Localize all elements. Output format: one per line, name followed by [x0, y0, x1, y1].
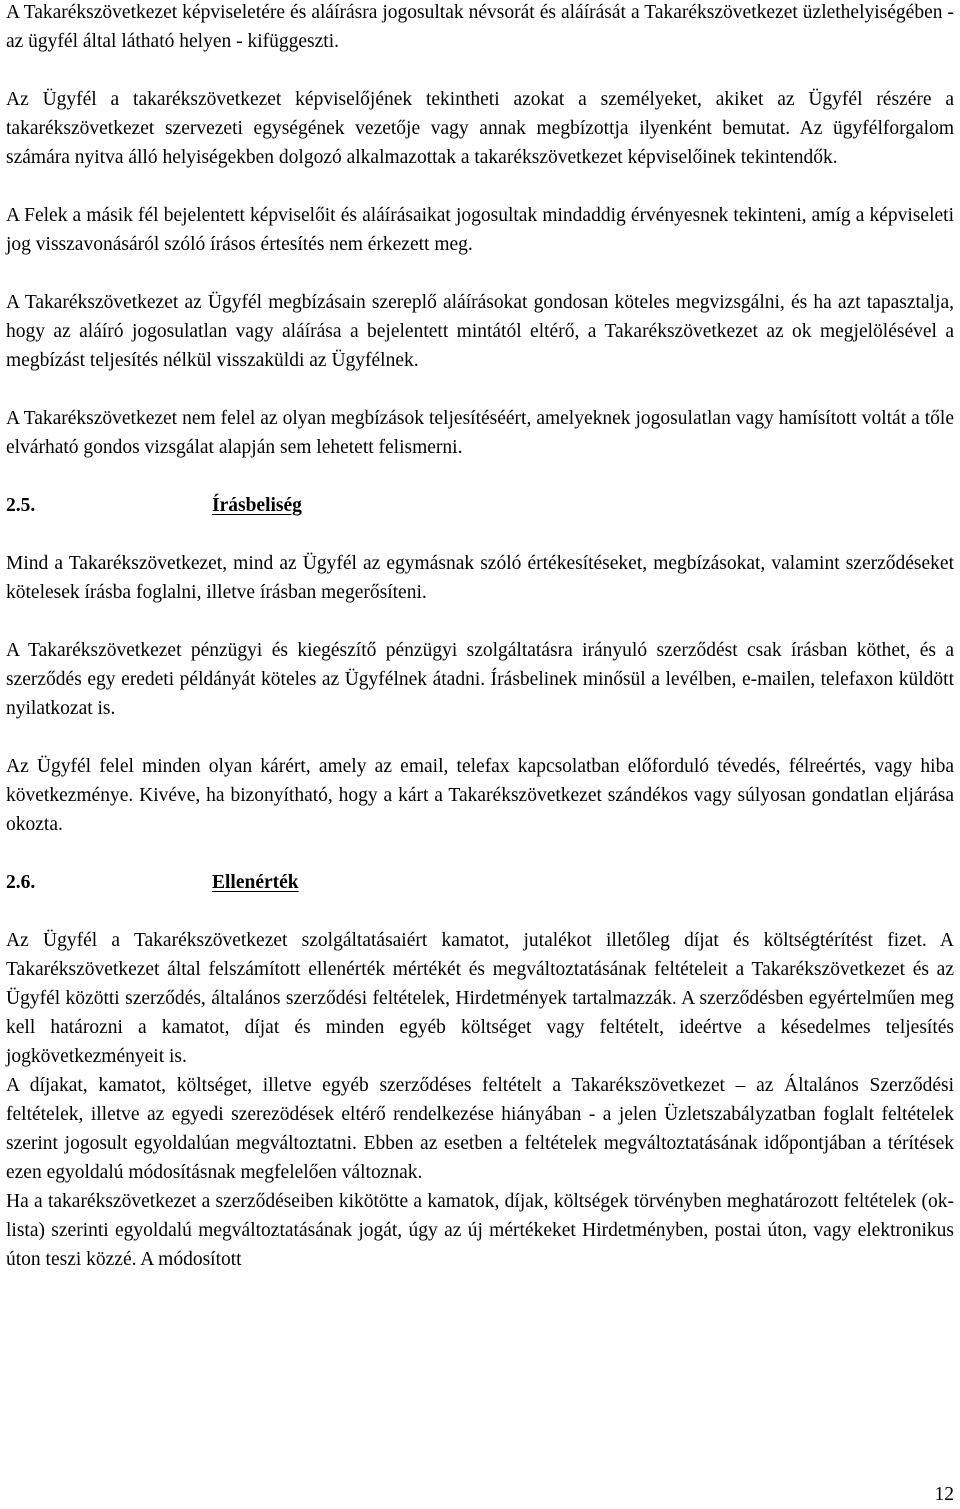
paragraph: A Felek a másik fél bejelentett képviselőit és aláírásaikat jogosultak mindaddig érvényesnek tekinteni, amíg a képviseleti jog visszavonásáról szóló írásos értesítés nem érkezett meg.	[6, 205, 954, 255]
section-heading-2-5	[6, 491, 954, 520]
section-heading-2-6	[6, 868, 954, 897]
paragraph: A Takarékszövetkezet nem felel az olyan megbízások teljesítéséért, amelyeknek jogosulatlan vagy hamísított voltát a tőle elvárható gondos vizsgálat alapján sem lehetett felismerni.	[6, 408, 954, 458]
paragraph: A díjakat, kamatot, költséget, illetve egyéb szerződéses feltételt a Takarékszövetkezet – az Általános Szerződési feltételek, illetve az egyedi szerezödések eltérő rendelkezése hiányában - a jelen Üzletszabályzatban foglalt feltételek szerint jogosult egyoldalúan megváltoztatni. Ebben az esetben a feltételek megváltoztatásának időpontjában a térítések ezen egyoldalú módosításnak megfelelően változnak.	[6, 1075, 954, 1183]
paragraph: A Takarékszövetkezet képviseletére és aláírásra jogosultak névsorát és aláírását a Takarékszövetkezet üzlethelyiségében - az ügyfél által látható helyen - kifüggeszti.	[6, 2, 954, 52]
paragraph: Mind a Takarékszövetkezet, mind az Ügyfél az egymásnak szóló értékesítéseket, megbízásokat, valamint szerződéseket kötelesek írásba foglalni, illetve írásban megerősíteni.	[6, 553, 954, 603]
section-number: 2.5.	[6, 495, 36, 516]
section-number: 2.6.	[6, 872, 36, 893]
section-title: Ellenérték	[212, 872, 299, 893]
paragraph: A Takarékszövetkezet az Ügyfél megbízásain szereplő aláírásokat gondosan köteles megvizsgálni, és ha azt tapasztalja, hogy az aláíró jogosulatlan vagy aláírása a bejelentett mintától eltérő, a Takarékszövetkezet az ok megjelölésével a megbízást teljesítés nélkül visszaküldi az Ügyfélnek.	[6, 292, 954, 371]
paragraph: Az Ügyfél a takarékszövetkezet képviselőjének tekintheti azokat a személyeket, akiket az Ügyfél részére a takarékszövetkezet szervezeti egységének vezetője vagy annak megbízottja ilyenként bemutat. Az ügyfélforgalom számára nyitva álló helyiségekben dolgozó alkalmazottak a takarékszövetkezet képviselőinek tekintendők.	[6, 89, 954, 168]
section-title: Írásbeliség	[212, 495, 302, 516]
paragraph: Ha a takarékszövetkezet a szerződéseiben kikötötte a kamatok, díjak, költségek törvényben meghatározott feltételek (ok-lista) szerinti egyoldalú megváltoztatásának jogát, úgy az új mértékeket Hirdetményben, postai úton, vagy elektronikus úton teszi közzé. A módosított	[6, 1191, 954, 1270]
paragraph: A Takarékszövetkezet pénzügyi és kiegészítő pénzügyi szolgáltatásra irányuló szerződést csak írásban köthet, és a szerződés egy eredeti példányát köteles az Ügyfélnek átadni. Írásbelinek minősül a levélben, e-mailen, telefaxon küldött nyilatkozat is.	[6, 640, 954, 719]
paragraph: Az Ügyfél a Takarékszövetkezet szolgáltatásaiért kamatot, jutalékot illetőleg díjat és költségtérítést fizet. A Takarékszövetkezet által felszámított ellenérték mértékét és megváltoztatásának feltételeit a Takarékszövetkezet és az Ügyfél közötti szerződés, általános szerződési feltételek, Hirdetmények tartalmazzák. A szerződésben egyértelműen meg kell határozni a kamatot, díjat és minden egyéb költséget vagy feltételt, ideértve a késedelmes teljesítés jogkövetkezményeit is.	[6, 930, 954, 1067]
page-number: 12	[934, 1484, 954, 1505]
document-page	[6, 0, 954, 1274]
paragraph: Az Ügyfél felel minden olyan kárért, amely az email, telefax kapcsolatban előforduló tévedés, félreértés, vagy hiba következménye. Kivéve, ha bizonyítható, hogy a kárt a Takarékszövetkezet szándékos vagy súlyosan gondatlan eljárása okozta.	[6, 756, 954, 835]
